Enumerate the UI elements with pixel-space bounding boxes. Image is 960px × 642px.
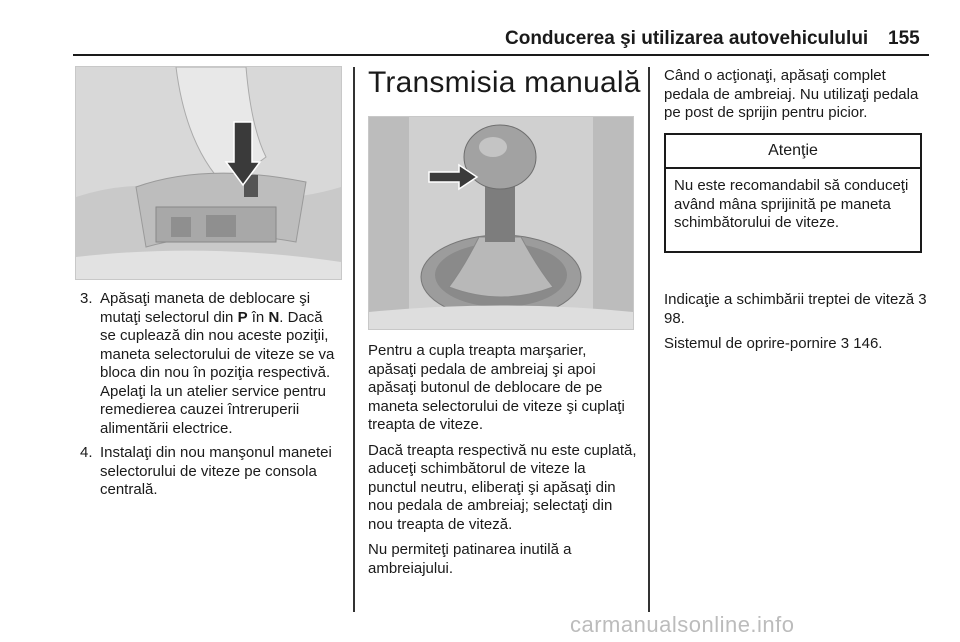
selector-lever-figure [75, 66, 342, 280]
ref-text: Sistemul de oprire-pornire [664, 335, 837, 352]
right-intro-text [664, 67, 929, 130]
paragraph: Pentru a cupla treapta marşarier, apăsaţi pedala de ambreiaj şi apoi apăsaţi butonul de deblocare de pe maneta selectorului de viteze şi cuplaţi treapta de viteze. [368, 342, 625, 433]
header-rule [73, 54, 929, 56]
ref-text: Indicaţie a schimbării treptei de viteză [664, 291, 915, 308]
gear-p: P [237, 308, 248, 326]
manual-gear-knob-illustration [369, 117, 633, 329]
step-text [100, 290, 342, 438]
gear-n: N [268, 308, 280, 326]
column-divider-right [648, 67, 650, 612]
page-number: 155 [888, 28, 920, 49]
instruction-steps [80, 290, 342, 506]
gear-knob-figure [368, 116, 634, 330]
page-ref-icon: 3 [918, 291, 927, 308]
page-ref-link[interactable]: 146. [853, 335, 883, 352]
gear-shift-indicator-ref [664, 291, 932, 328]
page-ref-link[interactable]: 98. [664, 309, 685, 327]
column-divider-left [353, 67, 355, 612]
step-number: 4. [80, 444, 93, 461]
paragraph: Când o acţionaţi, apăsaţi complet pedala de ambreiaj. Nu utilizaţi pedala pe post de sprijin pentru picior. [664, 67, 919, 121]
section-title: Transmisia manuală [368, 66, 641, 99]
step-4 [80, 444, 342, 500]
header-title: Conducerea şi utilizarea autovehiculului [505, 28, 869, 49]
watermark: carmanualsonline.info [570, 612, 795, 637]
step-text-part: în [247, 308, 269, 326]
page-ref-icon: 3 [840, 335, 850, 352]
paragraph: Dacă treapta respectivă nu este cuplată, aduceţi schimbătorul de viteze la punctul neutru, eliberaţi şi apăsaţi din nou pedala de ambreiaj; selectaţi din nou treapta de viteză. [368, 441, 637, 533]
step-text-part: Apăsaţi maneta de deblocare şi mutaţi selectorul din [100, 290, 311, 326]
warning-text: Nu este recomandabil să conduceţi având mâna sprijinită pe maneta schimbătorului de viteze. [674, 177, 909, 231]
step-text: Instalaţi din nou manşonul manetei selectorului de viteze pe consola centrală. [100, 444, 332, 498]
gear-selector-release-lever-illustration [76, 67, 341, 279]
warning-box [664, 133, 922, 253]
step-3 [80, 290, 342, 438]
middle-body-text [368, 342, 638, 585]
step-text-part: . Dacă se cuplează din nou aceste poziţii, maneta selectorului de viteze se va bloca din nou în poziţia respectivă. Apelaţi la un atelier service pentru remedierea cauzei întreruperii alimentării electrice. [100, 308, 335, 437]
paragraph: Nu permiteţi patinarea inutilă a ambreiajului. [368, 541, 572, 577]
stop-start-system-ref [664, 335, 932, 354]
step-number: 3. [80, 290, 93, 307]
warning-title: Atenţie [666, 135, 920, 169]
right-references [664, 291, 932, 361]
